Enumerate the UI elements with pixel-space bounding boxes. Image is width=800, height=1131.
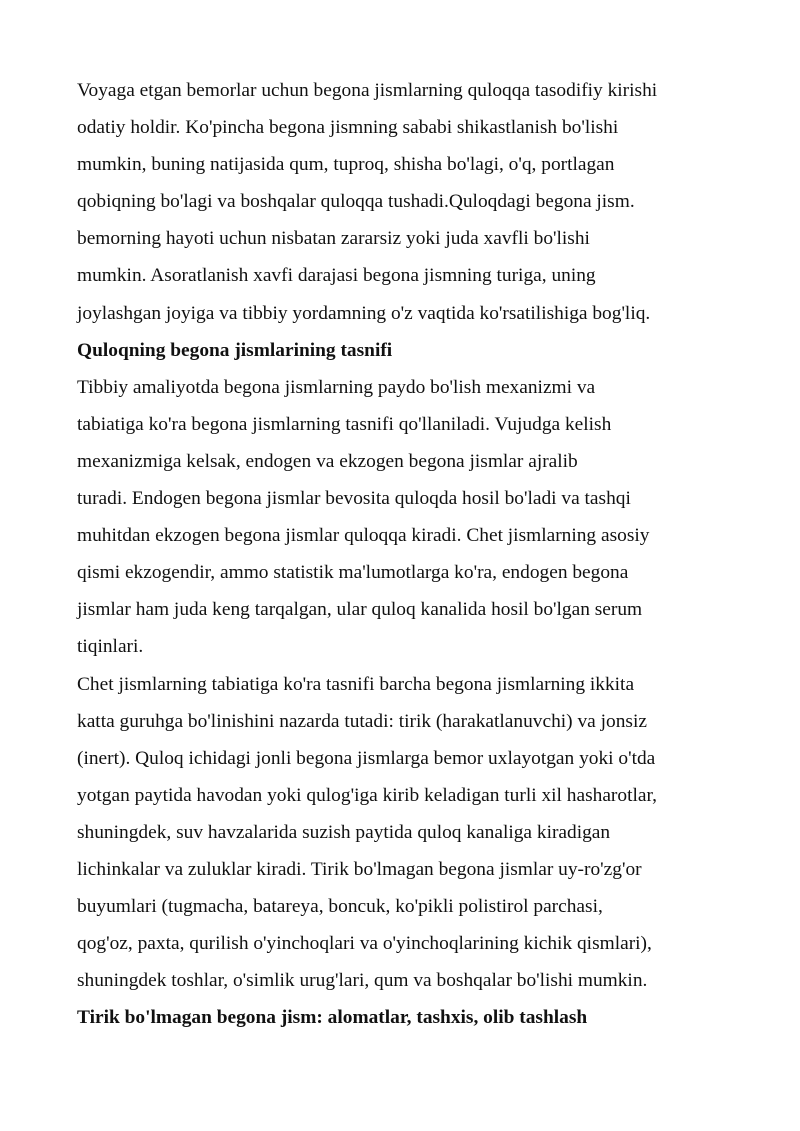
- paragraph-line: mumkin, buning natijasida qum, tuproq, shisha bo'lagi, o'q, portlagan: [77, 154, 615, 176]
- paragraph-line: qismi ekzogendir, ammo statistik ma'lumotlarga ko'ra, endogen begona: [77, 562, 629, 584]
- paragraph-line: Chet jismlarning tabiatiga ko'ra tasnifi barcha begona jismlarning ikkita: [77, 673, 635, 695]
- paragraph-line: tiqinlari.: [77, 636, 144, 658]
- paragraph-line: qobiqning bo'lagi va boshqalar quloqqa tushadi.Quloqdagi begona jism.: [77, 191, 635, 213]
- document-page: [77, 72, 727, 1036]
- paragraph-line: odatiy holdir. Ko'pincha begona jismning sababi shikastlanish bo'lishi: [77, 117, 619, 139]
- paragraph-line: muhitdan ekzogen begona jismlar quloqqa kiradi. Chet jismlarning asosiy: [77, 525, 650, 547]
- section-heading: Tirik bo'lmagan begona jism: alomatlar, tashxis, olib tashlash: [77, 1007, 588, 1029]
- paragraph-line: mumkin. Asoratlanish xavfi darajasi begona jismning turiga, uning: [77, 265, 596, 287]
- paragraph-line: jismlar ham juda keng tarqalgan, ular quloq kanalida hosil bo'lgan serum: [77, 599, 643, 621]
- paragraph-line: shuningdek, suv havzalarida suzish paytida quloq kanaliga kiradigan: [77, 821, 611, 843]
- paragraph-line: tabiatiga ko'ra begona jismlarning tasnifi qo'llaniladi. Vujudga kelish: [77, 413, 612, 435]
- paragraph-line: yotgan paytida havodan yoki qulog'iga kirib keladigan turli xil hasharotlar,: [77, 784, 657, 806]
- paragraph-line: mexanizmiga kelsak, endogen va ekzogen begona jismlar ajralib: [77, 450, 578, 472]
- paragraph-line: Tibbiy amaliyotda begona jismlarning paydo bo'lish mexanizmi va: [77, 376, 596, 398]
- paragraph-line: (inert). Quloq ichidagi jonli begona jismlarga bemor uxlayotgan yoki o'tda: [77, 747, 656, 769]
- paragraph-line: qog'oz, paxta, qurilish o'yinchoqlari va o'yinchoqlarining kichik qismlari),: [77, 933, 652, 955]
- paragraph-line: bemorning hayoti uchun nisbatan zararsiz yoki juda xavfli bo'lishi: [77, 228, 590, 250]
- paragraph-line: shuningdek toshlar, o'simlik urug'lari, qum va boshqalar bo'lishi mumkin.: [77, 970, 648, 992]
- paragraph-line: katta guruhga bo'linishini nazarda tutadi: tirik (harakatlanuvchi) va jonsiz: [77, 710, 647, 732]
- paragraph-line: turadi. Endogen begona jismlar bevosita quloqda hosil bo'ladi va tashqi: [77, 488, 631, 510]
- section-heading: Quloqning begona jismlarining tasnifi: [77, 339, 393, 361]
- paragraph-line: buyumlari (tugmacha, batareya, boncuk, ko'pikli polistirol parchasi,: [77, 896, 603, 918]
- paragraph-line: lichinkalar va zuluklar kiradi. Tirik bo'lmagan begona jismlar uy-ro'zg'or: [77, 858, 642, 880]
- paragraph-line: Voyaga etgan bemorlar uchun begona jismlarning quloqqa tasodifiy kirishi: [77, 80, 658, 101]
- paragraph-line: joylashgan joyiga va tibbiy yordamning o'z vaqtida ko'rsatilishiga bog'liq.: [77, 302, 651, 324]
